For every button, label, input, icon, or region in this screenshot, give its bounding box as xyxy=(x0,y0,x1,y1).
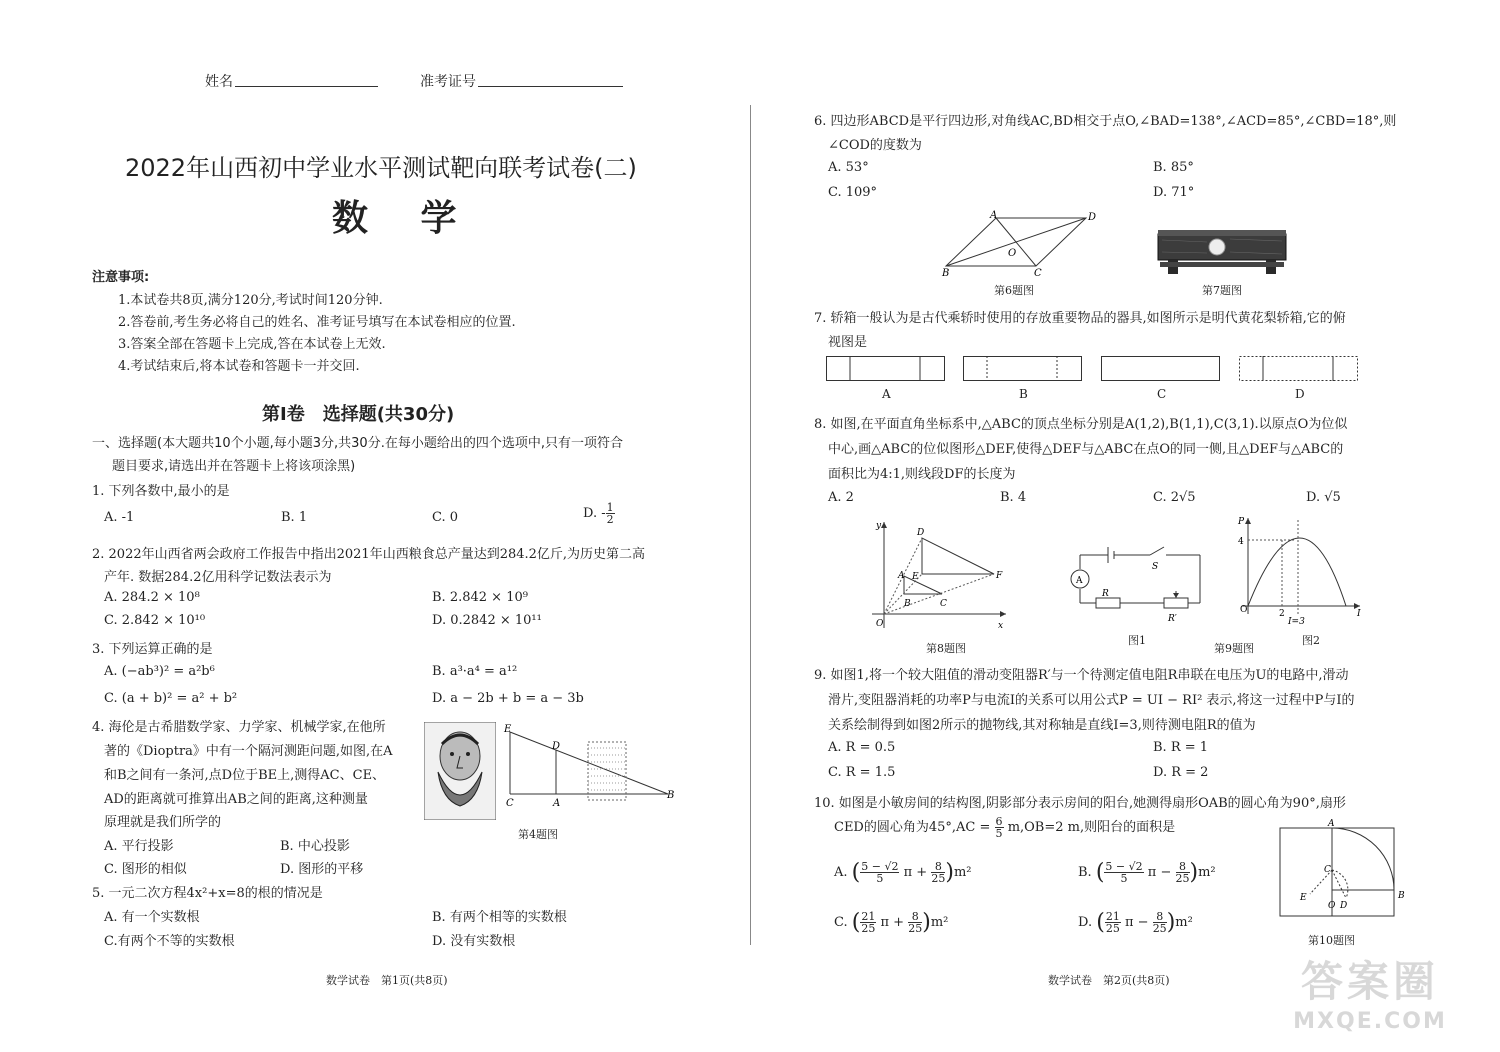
q8-label-b: B xyxy=(904,599,911,609)
q10-c-unit: m² xyxy=(930,915,949,930)
q9-axis-i: I xyxy=(1357,609,1361,619)
q9-circuit-diagram xyxy=(1068,543,1208,625)
q1-option-c: C. 0 xyxy=(432,510,459,525)
q6-stem: 6. 四边形ABCD是平行四边形,对角线AC,BD相交于点O,∠BAD=138°,∠ACD=85°,∠CBD=18°,则 xyxy=(814,114,1397,129)
q7-option-b-view[interactable] xyxy=(963,356,1083,382)
notes-heading: 注意事项: xyxy=(92,270,150,285)
q8-label-f: F xyxy=(996,571,1003,581)
q9-parabola-graph xyxy=(1236,514,1366,626)
q10-label-c: C xyxy=(1324,865,1331,875)
q6-label-c: C xyxy=(1034,268,1042,278)
q8-option-b: B. 4 xyxy=(1000,490,1027,505)
q7-stem-2: 视图是 xyxy=(828,335,868,350)
q10-a-num2: 8 xyxy=(931,861,945,873)
q10-a-unit: m² xyxy=(953,865,972,880)
q8-label-a: A xyxy=(898,571,905,581)
name-label: 姓名 xyxy=(205,74,233,90)
q4-label-a: A xyxy=(553,798,561,809)
q10-label-b: B xyxy=(1398,891,1405,901)
q10-d-num2: 8 xyxy=(1153,911,1167,923)
q4-caption: 第4题图 xyxy=(518,828,558,841)
footer-left: 数学试卷 第1页(共8页) xyxy=(326,974,448,987)
q8-label-y: y xyxy=(876,521,882,531)
q1-option-b: B. 1 xyxy=(281,510,308,525)
q8-option-d: D. √5 xyxy=(1306,490,1341,505)
q10-a-den2: 25 xyxy=(931,872,946,885)
q3-option-a: A. (−ab³)² = a²b⁶ xyxy=(104,664,215,679)
q10-c-den2: 25 xyxy=(908,922,923,935)
q1-d-den: 2 xyxy=(606,513,614,526)
q3-option-c: C. (a + b)² = a² + b² xyxy=(104,691,238,706)
q10-stem-part1: CED的圆心角为45°,AC = xyxy=(834,820,991,835)
q7-box-photo xyxy=(1152,224,1292,279)
section-instructions-2: 题目要求,请选出并在答题卡上将该项涂黑) xyxy=(112,459,356,474)
q7-stem: 7. 轿箱一般认为是古代乘轿时使用的存放重要物品的器具,如图所示是明代黄花梨轿箱,它的俯 xyxy=(814,311,1346,326)
subject-title: 数 学 xyxy=(332,198,477,239)
q5-option-b: B. 有两个相等的实数根 xyxy=(432,910,567,925)
q10-label-o: O xyxy=(1328,901,1336,911)
q9-option-b: B. R = 1 xyxy=(1153,740,1209,755)
watermark xyxy=(1270,949,1470,1034)
notes-item: 3.答案全部在答题卡上完成,答在本试卷上无效. xyxy=(118,337,386,352)
q4-river-diagram xyxy=(502,722,680,812)
q8-stem: 8. 如图,在平面直角坐标系中,△ABC的顶点坐标分别是A(1,2),B(1,1),C(3,1).以原点O为位似 xyxy=(814,417,1348,432)
q10-b-den2: 25 xyxy=(1175,872,1190,885)
q5-option-d: D. 没有实数根 xyxy=(432,934,516,949)
q9-axis-sym: I=3 xyxy=(1288,617,1305,626)
q8-option-a: A. 2 xyxy=(828,490,854,505)
q6-caption: 第6题图 xyxy=(994,284,1034,297)
q10-option-a: A. ( $\frac{5 - √2}{5}$ π + $\frac{8}{25}$ )m² xyxy=(834,860,972,885)
q6-option-c: C. 109° xyxy=(828,185,878,200)
name-blank xyxy=(235,86,378,87)
q9-stem-2: 滑片,变阻器消耗的功率P与电流I的关系可以用公式P = UI − RI² 表示,将这一过程中P与I的 xyxy=(828,693,1355,708)
q9-fig2-caption: 图2 xyxy=(1302,634,1320,647)
q10-stem-part2: m,OB=2 m,则阳台的面积是 xyxy=(1007,820,1176,835)
q4-label-e: E xyxy=(504,724,512,735)
q10-option-c: C. ( $\frac{21}{25}$ π + $\frac{8}{25}$ )m² xyxy=(834,910,949,935)
q1-option-d xyxy=(583,502,615,525)
q8-label-d: D xyxy=(917,528,925,538)
q4-stem: AD的距离就可推算出AB之间的距离,这种测量 xyxy=(104,792,368,807)
exam-no-label: 准考证号 xyxy=(420,74,476,90)
q6-label-d: D xyxy=(1088,212,1097,223)
q1-d-num: 1 xyxy=(606,501,614,514)
notes-item: 2.答卷前,考生务必将自己的姓名、准考证号填写在本试卷相应的位置. xyxy=(118,315,516,330)
q10-b-num: 5 − √2 xyxy=(1105,860,1143,873)
q10-room-diagram xyxy=(1274,818,1414,930)
q9-axis-p: P xyxy=(1238,517,1245,527)
q9-tick-2: 2 xyxy=(1279,609,1285,619)
q2-option-a: A. 284.2 × 10⁸ xyxy=(104,590,200,605)
q8-label-o: O xyxy=(876,619,884,629)
q7-option-c-view[interactable] xyxy=(1101,356,1221,382)
q2-option-d: D. 0.2842 × 10¹¹ xyxy=(432,613,542,628)
q5-stem: 5. 一元二次方程4x²+x=8的根的情况是 xyxy=(92,886,323,901)
q7-label-b: B xyxy=(1019,387,1028,401)
q4-stem: 著的《Dioptra》中有一个隔河测距问题,如图,在A xyxy=(104,744,393,759)
q4-option-b: B. 中心投影 xyxy=(280,839,350,854)
q4-stem: 原理就是我们所学的 xyxy=(104,815,222,830)
q2-stem-2: 产年. 数据284.2亿用科学记数法表示为 xyxy=(104,570,332,585)
q10-stem: 10. 如图是小敏房间的结构图,阴影部分表示房间的阳台,她测得扇形OAB的圆心角为90°,扇形 xyxy=(814,796,1346,811)
q8-caption: 第8题图 xyxy=(926,642,966,655)
section-title: 第Ⅰ卷 选择题(共30分) xyxy=(262,404,455,425)
q10-option-d: D. ( $\frac{21}{25}$ π − $\frac{8}{25}$ )m² xyxy=(1078,910,1193,935)
q2-stem: 2. 2022年山西省两会政府工作报告中指出2021年山西粮食总产量达到284.2亿斤,为历史第二高 xyxy=(92,547,646,562)
q4-stem: 和B之间有一条河,点D位于BE上,测得AC、CE、 xyxy=(104,768,386,783)
q4-label-d: D xyxy=(552,741,561,752)
footer-right: 数学试卷 第2页(共8页) xyxy=(1048,974,1170,987)
q10-a-label: A. xyxy=(834,865,848,880)
q4-option-d: D. 图形的平移 xyxy=(280,862,364,877)
q10-d-label: D. xyxy=(1078,915,1093,930)
q9-tick-4: 4 xyxy=(1238,537,1244,547)
q10-c-label: C. xyxy=(834,915,848,930)
q10-c-num: 21 xyxy=(861,910,876,923)
notes-item: 1.本试卷共8页,满分120分,考试时间120分钟. xyxy=(118,293,383,308)
q4-label-b: B xyxy=(667,790,675,801)
q7-label-c: C xyxy=(1157,387,1167,401)
q7-label-a: A xyxy=(882,387,891,401)
notes-item: 4.考试结束后,将本试卷和答题卡一并交回. xyxy=(118,359,360,374)
q6-stem-2: ∠COD的度数为 xyxy=(828,138,922,153)
q10-c-num2: 8 xyxy=(908,911,922,923)
q4-label-c: C xyxy=(506,798,514,809)
q10-a-op: π + xyxy=(903,865,928,880)
q9-option-a: A. R = 0.5 xyxy=(828,740,896,755)
q4-option-a: A. 平行投影 xyxy=(104,839,174,854)
q10-b-num2: 8 xyxy=(1176,861,1190,873)
q10-d-den: 25 xyxy=(1105,922,1120,935)
q9-stem: 9. 如图1,将一个较大阻值的滑动变阻器R′与一个待测定值电阻R串联在电压为U的电路中,滑动 xyxy=(814,668,1349,683)
q10-c-den: 25 xyxy=(861,922,876,935)
q10-b-op: π − xyxy=(1147,865,1172,880)
q7-caption: 第7题图 xyxy=(1202,284,1242,297)
q10-label-a: A xyxy=(1328,819,1335,829)
q1-d-prefix: D. - xyxy=(583,506,606,521)
q2-option-b: B. 2.842 × 10⁹ xyxy=(432,590,528,605)
q6-option-b: B. 85° xyxy=(1153,160,1194,175)
exam-no-blank xyxy=(478,86,623,87)
q7-option-a-view[interactable] xyxy=(826,356,946,382)
q9-stem-3: 关系绘制得到如图2所示的抛物线,其对称轴是直线I=3,则待测电阻R的值为 xyxy=(828,718,1256,733)
q4-stem: 4. 海伦是古希腊数学家、力学家、机械学家,在他所 xyxy=(92,720,386,735)
q7-option-d-view[interactable] xyxy=(1239,356,1359,382)
exam-title: 2022年山西初中学业水平测试靶向联考试卷(二) xyxy=(125,154,637,182)
q10-a-den: 5 xyxy=(876,872,884,885)
q3-stem: 3. 下列运算正确的是 xyxy=(92,642,213,657)
q7-label-d: D xyxy=(1295,387,1305,401)
q10-b-unit: m² xyxy=(1198,865,1216,880)
q10-d-unit: m² xyxy=(1175,915,1193,930)
heron-portrait-image xyxy=(424,722,496,820)
q3-option-b: B. a³·a⁴ = a¹² xyxy=(432,664,518,679)
q6-option-a: A. 53° xyxy=(828,160,869,175)
q8-stem-3: 面积比为4:1,则线段DF的长度为 xyxy=(828,467,1016,482)
q10-stem-2 xyxy=(834,816,1175,839)
q9-option-d: D. R = 2 xyxy=(1153,765,1209,780)
q1-option-a: A. -1 xyxy=(104,510,135,525)
q10-d-op: π − xyxy=(1124,915,1149,930)
q5-option-c: C.有两个不等的实数根 xyxy=(104,934,235,949)
q1-stem: 1. 下列各数中,最小的是 xyxy=(92,484,230,499)
q8-label-c: C xyxy=(940,599,947,609)
q6-label-b: B xyxy=(942,268,950,278)
q10-label-d: D xyxy=(1340,901,1348,911)
q10-d-num: 21 xyxy=(1105,910,1120,923)
page-divider xyxy=(750,105,751,945)
q10-b-label: B. xyxy=(1078,865,1092,880)
q9-caption: 第9题图 xyxy=(1214,642,1254,655)
q9-ammeter-label: A xyxy=(1076,576,1083,586)
q10-option-b: B. ( $\frac{5 - √2}{5}$ π − $\frac{8}{25}$ )m² xyxy=(1078,860,1216,885)
q8-label-e: E xyxy=(912,572,919,582)
q8-stem-2: 中心,画△ABC的位似图形△DEF,使得△DEF与△ABC在点O的同一侧,且△DEF与△ABC的 xyxy=(828,442,1344,457)
q6-option-d: D. 71° xyxy=(1153,185,1195,200)
q4-option-c: C. 图形的相似 xyxy=(104,862,187,877)
q10-b-den: 5 xyxy=(1120,872,1128,885)
q9-label-s: S xyxy=(1152,562,1159,572)
q3-option-d: D. a − 2b + b = a − 3b xyxy=(432,691,584,706)
q10-caption: 第10题图 xyxy=(1308,934,1355,947)
watermark-logo-text: 答案圈 xyxy=(1300,957,1439,1006)
q9-origin: O xyxy=(1240,605,1248,615)
q2-option-c: C. 2.842 × 10¹⁰ xyxy=(104,613,206,628)
q10-ac-den: 5 xyxy=(995,827,1003,840)
q10-ac-num: 6 xyxy=(995,815,1003,828)
section-instructions: 一、选择题(本大题共10个小题,每小题3分,共30分.在每小题给出的四个选项中,只有一项符合 xyxy=(92,436,623,451)
watermark-url: MXQE.COM xyxy=(1293,1009,1447,1034)
q10-a-num: 5 − √2 xyxy=(861,860,899,873)
q8-option-c: C. 2√5 xyxy=(1153,490,1196,505)
q6-parallelogram-diagram xyxy=(936,208,1101,278)
q9-option-c: C. R = 1.5 xyxy=(828,765,896,780)
q6-label-o: O xyxy=(1008,248,1017,259)
q10-d-den2: 25 xyxy=(1152,922,1167,935)
q9-label-rprime: R′ xyxy=(1168,614,1177,624)
q9-fig1-caption: 图1 xyxy=(1128,634,1146,647)
q10-label-e: E xyxy=(1300,893,1307,903)
q9-label-r: R xyxy=(1102,589,1109,599)
q6-label-a: A xyxy=(990,210,998,221)
q10-c-op: π + xyxy=(880,915,905,930)
q5-option-a: A. 有一个实数根 xyxy=(104,910,200,925)
q8-label-x: x xyxy=(998,621,1004,631)
q8-coordinate-diagram xyxy=(868,518,1010,636)
